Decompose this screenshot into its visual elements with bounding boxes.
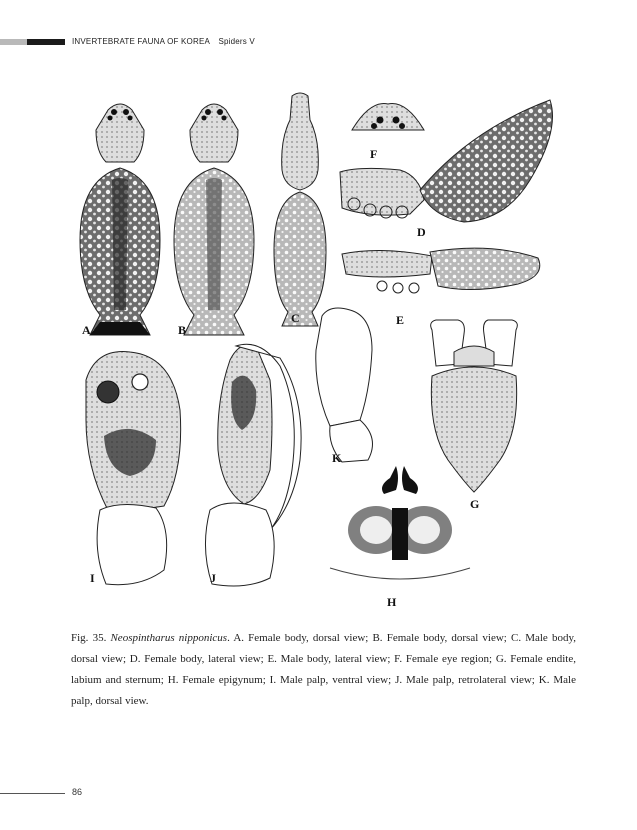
panel-label-i: I [90, 571, 95, 585]
figure-plate [60, 90, 580, 610]
panel-label-a: A [82, 323, 91, 337]
header-bar-light [0, 39, 27, 45]
panel-g-drawing [431, 320, 518, 492]
page-number: 86 [72, 787, 83, 797]
panel-label-h: H [387, 595, 397, 609]
caption-text: . A. Female body, dorsal view; B. Female body, dorsal view; C. Male body, dorsal view; D. Female body, lateral view; E. Male body, lateral view; F. Female eye region; G. Female endite, labium and sternum; H. Female epigynum; I. Male palp, ventral view; J. Male palp, retrolateral view; K. Male palp, dorsal view. [71, 632, 576, 707]
panel-a-drawing [80, 104, 160, 335]
panel-i-drawing [86, 352, 181, 585]
series-title: INVERTEBRATE FAUNA OF KOREA [72, 37, 211, 46]
footer-rule [0, 793, 65, 794]
panel-f-drawing [352, 104, 424, 130]
panel-b-drawing [174, 104, 254, 335]
panel-e-drawing [342, 248, 540, 293]
panel-k-drawing [316, 308, 373, 462]
panel-label-e: E [396, 313, 405, 327]
species-name: Neospintharus nipponicus [110, 632, 228, 644]
panel-h-drawing [330, 466, 470, 579]
panel-label-j: J [210, 571, 216, 585]
figure-number: Fig. 35. [71, 632, 107, 644]
panel-label-g: G [470, 497, 480, 511]
panel-j-drawing [205, 344, 301, 586]
volume-title: Spiders V [218, 37, 255, 46]
panel-label-f: F [370, 147, 378, 161]
panel-c-drawing [274, 93, 326, 326]
panel-label-k: K [332, 451, 342, 465]
panel-label-d: D [417, 225, 426, 239]
figure-caption [71, 628, 576, 712]
header-bar-dark [27, 39, 65, 45]
panel-label-b: B [178, 323, 187, 337]
running-header [72, 37, 255, 46]
panel-label-c: C [291, 311, 300, 325]
